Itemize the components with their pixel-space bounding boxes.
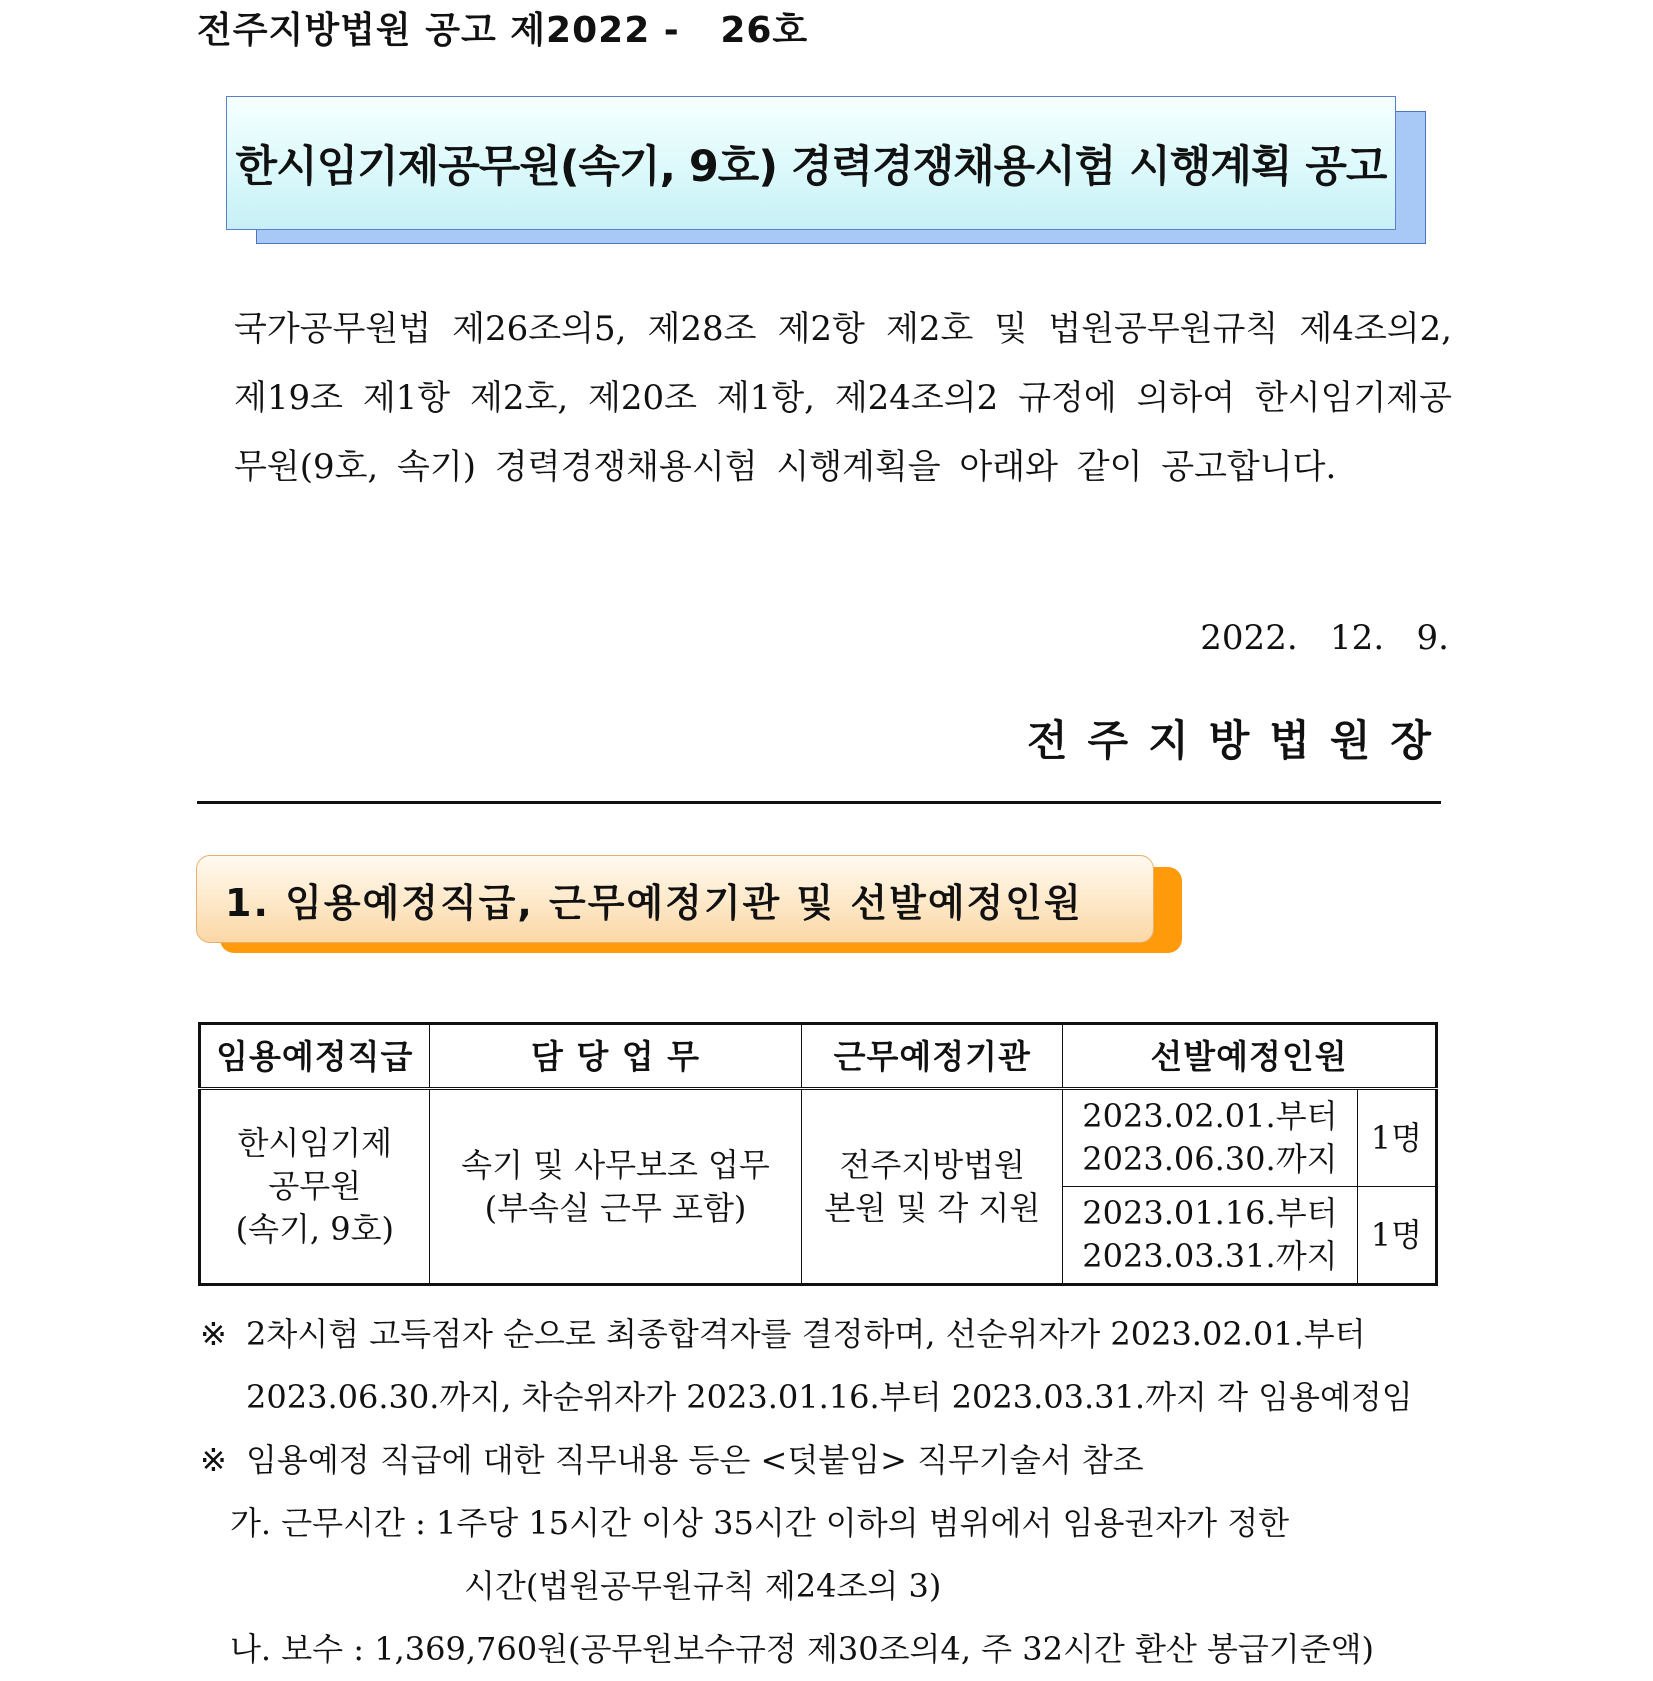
period-cell <box>1063 1187 1358 1285</box>
agency-line: 전주지방법원 <box>839 1145 1025 1184</box>
agency-line: 본원 및 각 지원 <box>824 1188 1041 1227</box>
notice-number: 전주지방법원 공고 제2022 - 26호 <box>197 10 809 51</box>
header-duty: 담 당 업 무 <box>429 1024 802 1089</box>
reference-mark-icon: ※ <box>200 1315 227 1353</box>
note-2 <box>200 1429 1460 1492</box>
reference-mark-icon: ※ <box>200 1441 227 1479</box>
document-title: 한시임기제공무원(속기, 9호) 경력경쟁채용시험 시행계획 공고 <box>235 141 1387 192</box>
duty-line: (부속실 근무 포함) <box>484 1188 747 1227</box>
agency-cell <box>802 1089 1063 1285</box>
period-cell <box>1063 1089 1358 1187</box>
note-2-text: 임용예정 직급에 대한 직무내용 등은 <덧붙임> 직무기술서 참조 <box>246 1441 1144 1479</box>
count-cell: 1명 <box>1357 1089 1436 1187</box>
divider-line <box>197 801 1441 804</box>
period-from: 2023.02.01.부터 <box>1082 1097 1338 1135</box>
rank-line: (속기, 9호) <box>235 1210 394 1248</box>
item-ga-line-2: 시간(법원공무원규칙 제24조의 3) <box>464 1567 942 1605</box>
note-1-line-2: 2023.06.30.까지, 차순위자가 2023.01.16.부터 2023.03.31.까지 각 임용예정임 <box>246 1378 1413 1416</box>
header-headcount: 선발예정인원 <box>1063 1024 1437 1089</box>
note-1-text: 2차시험 고득점자 순으로 최종합격자를 결정하며, 선순위자가 2023.02.01.부터 <box>246 1315 1366 1353</box>
period-to: 2023.03.31.까지 <box>1082 1237 1338 1275</box>
section-1-heading: 1. 임용예정직급, 근무예정기관 및 선발예정인원 <box>225 880 1083 925</box>
issuer-signature: 전주지방법원장 <box>1026 716 1451 765</box>
duty-cell <box>429 1089 802 1285</box>
header-rank: 임용예정직급 <box>200 1024 430 1089</box>
item-na: 나. 보수 : 1,369,760원(공무원보수규정 제30조의4, 주 32시간 환산 봉급기준액) <box>230 1630 1375 1668</box>
rank-line: 한시임기제 <box>237 1124 393 1162</box>
recruitment-table <box>198 1022 1438 1286</box>
period-from: 2023.01.16.부터 <box>1082 1194 1338 1232</box>
title-box <box>226 96 1396 230</box>
notes-block <box>200 1303 1460 1681</box>
notice-date: 2022. 12. 9. <box>1200 618 1449 658</box>
note-1-line-1 <box>200 1303 1460 1366</box>
item-ga-line-1: 가. 근무시간 : 1주당 15시간 이상 35시간 이하의 범위에서 임용권자가 정한 <box>230 1504 1290 1542</box>
table-row <box>200 1089 1437 1187</box>
period-to: 2023.06.30.까지 <box>1082 1140 1338 1178</box>
table-header-row <box>200 1024 1437 1089</box>
rank-cell <box>200 1089 430 1285</box>
rank-line: 공무원 <box>268 1167 362 1205</box>
intro-paragraph: 국가공무원법 제26조의5, 제28조 제2항 제2호 및 법원공무원규칙 제4조의2, 제19조 제1항 제2호, 제20조 제1항, 제24조의2 규정에 의하여 한시임기제공무원(9호, 속기) 경력경쟁채용시험 시행계획을 아래와 같이 공고합니다. <box>234 309 1452 487</box>
duty-line: 속기 및 사무보조 업무 <box>461 1145 770 1184</box>
section-heading-box <box>196 855 1154 943</box>
header-agency: 근무예정기관 <box>802 1024 1063 1089</box>
count-cell: 1명 <box>1357 1187 1436 1285</box>
